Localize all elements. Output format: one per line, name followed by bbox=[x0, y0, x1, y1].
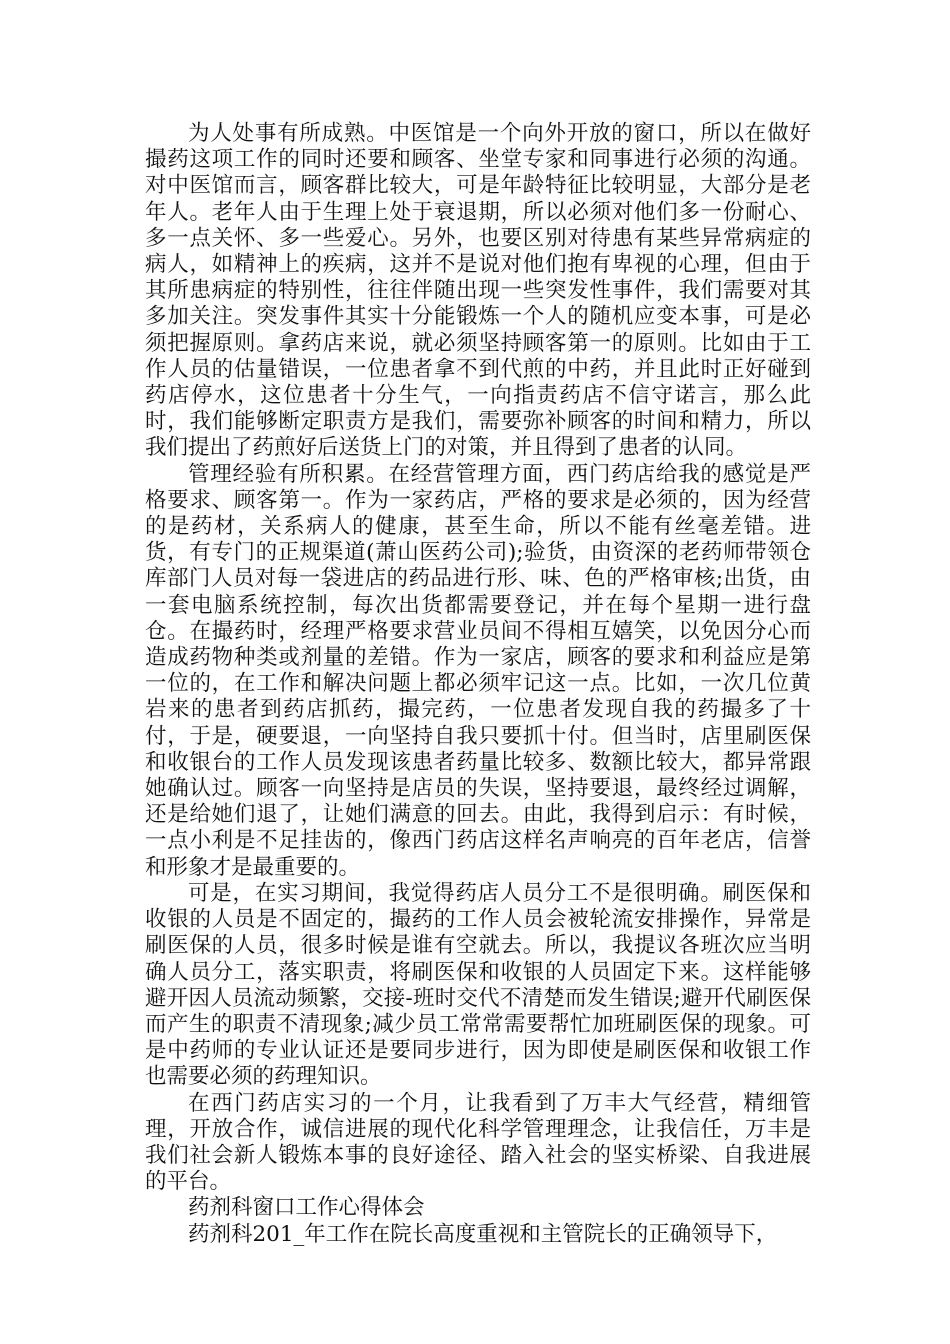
paragraph-conclusion: 在西门药店实习的一个月，让我看到了万丰大气经营，精细管理，开放合作，诚信进展的现代化科学管理理念，让我信任，万丰是我们社会新人锻炼本事的良好途径、踏入社会的坚实桥梁、自我进展的平台。 bbox=[145, 1090, 811, 1195]
paragraph-pharmacy-intro: 药剂科201_年工作在院长高度重视和主管院长的正确领导下， bbox=[188, 1221, 778, 1247]
paragraph-suggestion: 可是，在实习期间，我觉得药店人员分工不是很明确。刷医保和收银的人员是不固定的，撮药的工作人员会被轮流安排操作，异常是刷医保的人员，很多时候是谁有空就去。所以，我提议各班次应当明确人员分工，落实职责，将刷医保和收银的人员固定下来。这样能够避开因人员流动频繁，交接-班时交代不清楚而发生错误;避开代刷医保而产生的职责不清现象;减少员工常常需要帮忙加班刷医保的现象。可是中药师的专业认证还是要同步进行，因为即使是刷医保和收银工作也需要必须的药理知识。 bbox=[145, 880, 811, 1090]
paragraph-interpersonal: 为人处事有所成熟。中医馆是一个向外开放的窗口，所以在做好撮药这项工作的同时还要和顾客、坐堂专家和同事进行必须的沟通。对中医馆而言，顾客群比较大，可是年龄特征比较明显，大部分是老年人。老年人由于生理上处于衰退期，所以必须对他们多一份耐心、多一点关怀、多一些爱心。另外，也要区别对待患有某些异常病症的病人，如精神上的疾病，这并不是说对他们抱有卑视的心理，但由于其所患病症的特别性，往往伴随出现一些突发性事件，我们需要对其多加关注。突发事件其实十分能锻炼一个人的随机应变本事，可是必须把握原则。拿药店来说，就必须坚持顾客第一的原则。比如由于工作人员的估量错误，一位患者拿不到代煎的中药，并且此时正好碰到药店停水，这位患者十分生气，一向指责药店不信守诺言，那么此时，我们能够断定职责方是我们，需要弥补顾客的时间和精力，所以我们提出了药煎好后送货上门的对策，并且得到了患者的认同。 bbox=[145, 121, 811, 461]
section-heading: 药剂科窗口工作心得体会 bbox=[188, 1195, 425, 1221]
paragraph-management: 管理经验有所积累。在经营管理方面，西门药店给我的感觉是严格要求、顾客第一。作为一家药店，严格的要求是必须的，因为经营的是药材，关系病人的健康，甚至生命，所以不能有丝毫差错。进货，有专门的正规渠道(萧山医药公司);验货，由资深的老药师带领仓库部门人员对每一袋进店的药品进行形、味、色的严格审核;出货，由一套电脑系统控制，每次出货都需要登记，并在每个星期一进行盘仓。在撮药时，经理严格要求营业员间不得相互嬉笑，以免因分心而造成药物种类或剂量的差错。作为一家店，顾客的要求和利益应是第一位的，在工作和解决问题上都必须牢记这一点。比如，一次几位黄岩来的患者到药店抓药，撮完药，一位患者发现自我的药撮多了十付，于是，硬要退，一向坚持自我只要抓十付。但当时，店里刷医保和收银台的工作人员发现该患者药量比较多、数额比较大，都异常跟她确认过。顾客一向坚持是店员的失误，坚持要退，最终经过调解，还是给她们退了，让她们满意的回去。由此，我得到启示：有时候，一点小利是不足挂齿的，像西门药店这样名声响亮的百年老店，信誉和形象才是最重要的。 bbox=[145, 461, 811, 880]
document-body bbox=[145, 121, 811, 1248]
